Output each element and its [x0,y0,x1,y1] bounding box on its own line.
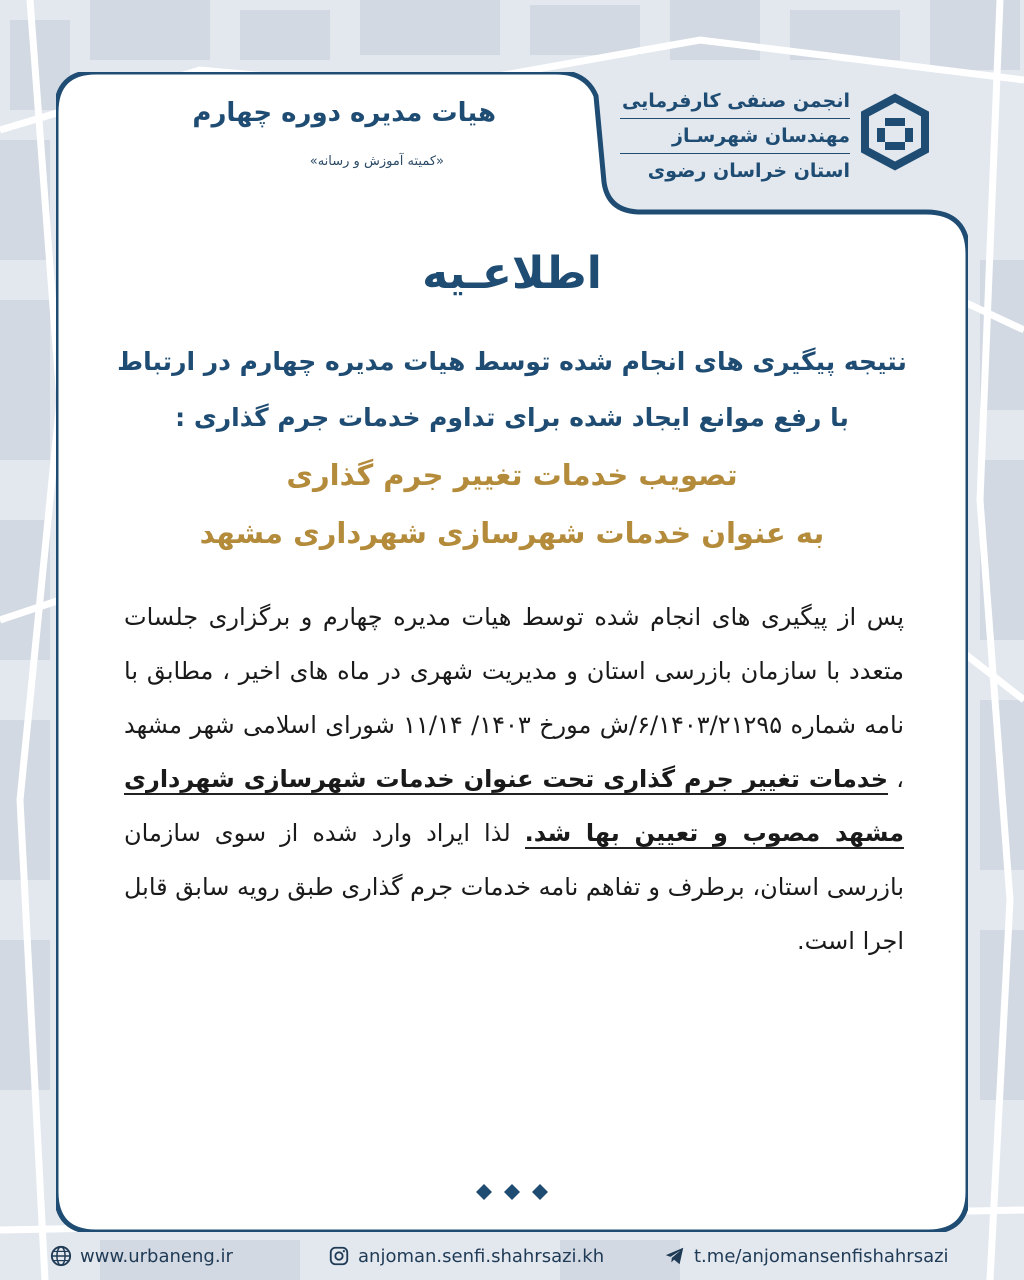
instagram-icon [328,1245,350,1267]
instagram-link[interactable] [328,1242,604,1270]
board-title: هیات مدیره دوره چهارم [192,98,496,128]
body-part-1: پس از پیگیری های انجام شده توسط هیات مدیره چهارم و برگزاری جلسات متعدد با سازمان بازرسی استان و مدیریت شهری در ماه های اخیر ، مطابق با نامه شماره ۶/۱۴۰۳/۲۱۲۹۵/ش مورخ ۱۴۰۳/ ۱۱/۱۴ شورای اسلامی شهر مشهد ، [124,603,905,793]
footer [0,1236,1024,1276]
board-subtitle: «کمیته آموزش و رسانه» [309,154,444,169]
association-logo-icon [855,92,935,172]
highlight-line-1: تصویب خدمات تغییر جرم گذاری [286,458,738,492]
highlight-line-2: به عنوان خدمات شهرسازی شهرداری مشهد [199,516,825,550]
website-text: www.urbaneng.ir [80,1245,233,1267]
notice-body [124,590,904,968]
body-bold-statement: خدمات تغییر جرم گذاری تحت عنوان خدمات شهرسازی شهرداری مشهد مصوب و تعیین بها شد. [124,765,904,847]
website-link[interactable] [50,1242,233,1270]
telegram-link[interactable] [664,1242,949,1270]
org-line-1: انجمن صنفی کارفرمایی [620,84,850,119]
notice-highlight [80,446,944,562]
ellipsis-decoration [474,1182,550,1202]
body-part-2: لذا ایراد وارد شده از سوی سازمان بازرسی استان، برطرف و تفاهم نامه خدمات جرم گذاری طبق رویه سابق قابل اجرا است. [124,819,904,955]
intro-line-2: با رفع موانع ایجاد شده برای تداوم خدمات جرم گذاری : [175,403,849,432]
telegram-text: t.me/anjomansenfishahrsazi [694,1245,949,1267]
org-line-2: مهندسان شهرسـاز [620,119,850,154]
instagram-text: anjoman.senfi.shahrsazi.kh [358,1245,605,1267]
telegram-icon [664,1245,686,1267]
org-line-3: استان خراسان رضوی [647,160,850,182]
globe-icon [50,1245,72,1267]
notice-title: اطلاعـیه [422,248,602,299]
organization-name [620,84,850,188]
notice-intro [80,334,944,446]
intro-line-1: نتیجه پیگیری های انجام شده توسط هیات مدیره چهارم در ارتباط [117,347,907,376]
